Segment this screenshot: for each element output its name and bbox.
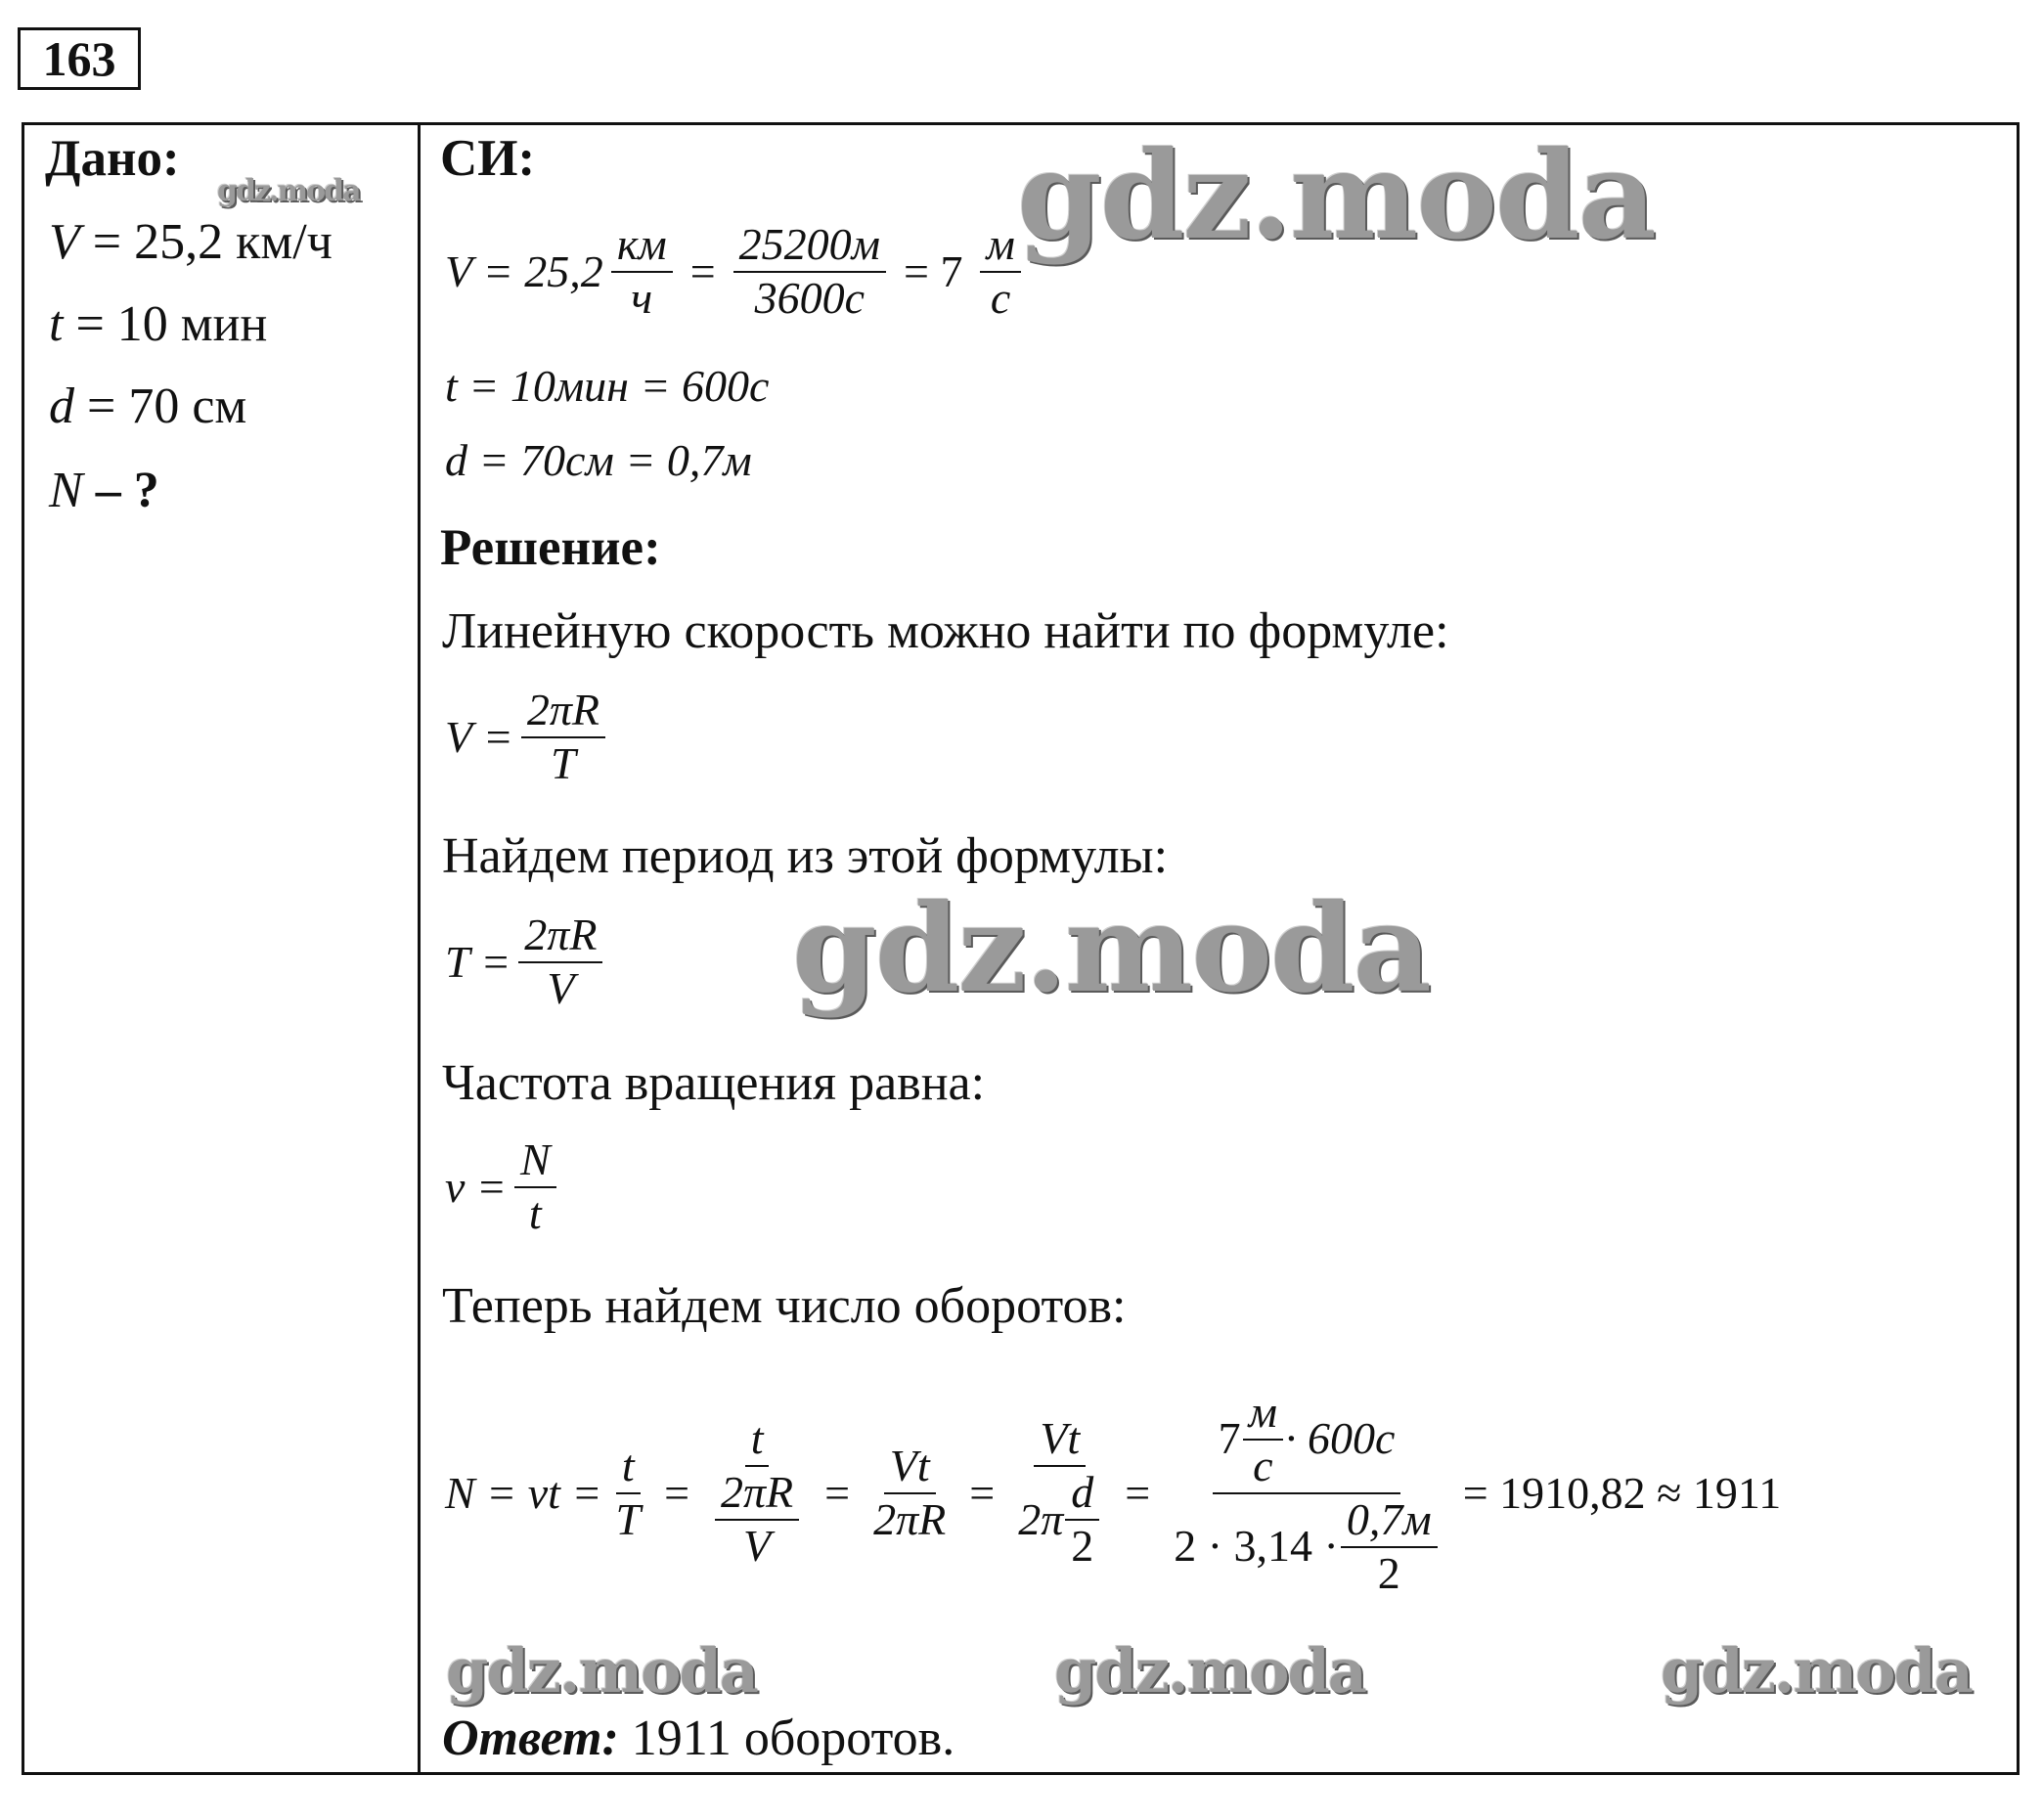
watermark-bottom-center: gdz.moda	[1054, 1635, 1365, 1707]
watermark-bottom-left: gdz.moda	[446, 1635, 757, 1707]
formula-period: T = $\frac{2\pi R}{V}$	[445, 910, 610, 1015]
formula-linear-speed: V = $\frac{2\pi R}{T}$	[445, 685, 613, 790]
watermark-small: gdz.moda	[217, 174, 360, 208]
si-title: СИ:	[440, 130, 536, 187]
solution-text-revolutions: Теперь найдем число оборотов:	[442, 1278, 1127, 1334]
solution-text-linear-speed: Линейную скорость можно найти по формуле:	[442, 603, 1449, 659]
column-divider	[418, 122, 421, 1775]
given-time: t = 10 мин	[49, 296, 268, 352]
formula-frequency: ν = $\frac{N}{t}$	[445, 1134, 564, 1240]
watermark-top: gdz.moda	[1017, 125, 1655, 267]
given-unknown: N – ?	[49, 463, 159, 518]
si-velocity-conversion: V = 25,2 $\frac{км}{ч}$ = $\frac{25200м}{3600с}$ = 7 $\frac{м}{с}$	[445, 219, 1029, 325]
solution-text-period: Найдем период из этой формулы:	[442, 828, 1169, 884]
problem-number: 163	[18, 27, 141, 90]
solution-title: Решение:	[440, 519, 661, 576]
answer: Ответ: 1911 оборотов.	[442, 1710, 955, 1766]
watermark-middle: gdz.moda	[792, 878, 1430, 1020]
formula-revolutions: N = νt = $\frac{t}{T}$ = $\frac{t}{\frac{2\pi R}{V}}$ = $\frac{Vt}{2\pi R}$ = Vt 2π $\frac{d}{2}$ = 7 $\frac{м}{с}$ · 600с 2 · 3,14 · $\frac{0,7м}{2}$ = 1910,82 ≈ 1911	[445, 1387, 1782, 1598]
si-time-conversion: t = 10мин = 600с	[445, 361, 770, 411]
si-diameter-conversion: d = 70см = 0,7м	[445, 435, 752, 485]
given-title: Дано:	[45, 130, 180, 187]
given-diameter: d = 70 см	[49, 378, 247, 434]
given-velocity: V = 25,2 км/ч	[49, 214, 333, 270]
watermark-bottom-right: gdz.moda	[1661, 1635, 1972, 1707]
solution-text-frequency: Частота вращения равна:	[442, 1055, 986, 1111]
